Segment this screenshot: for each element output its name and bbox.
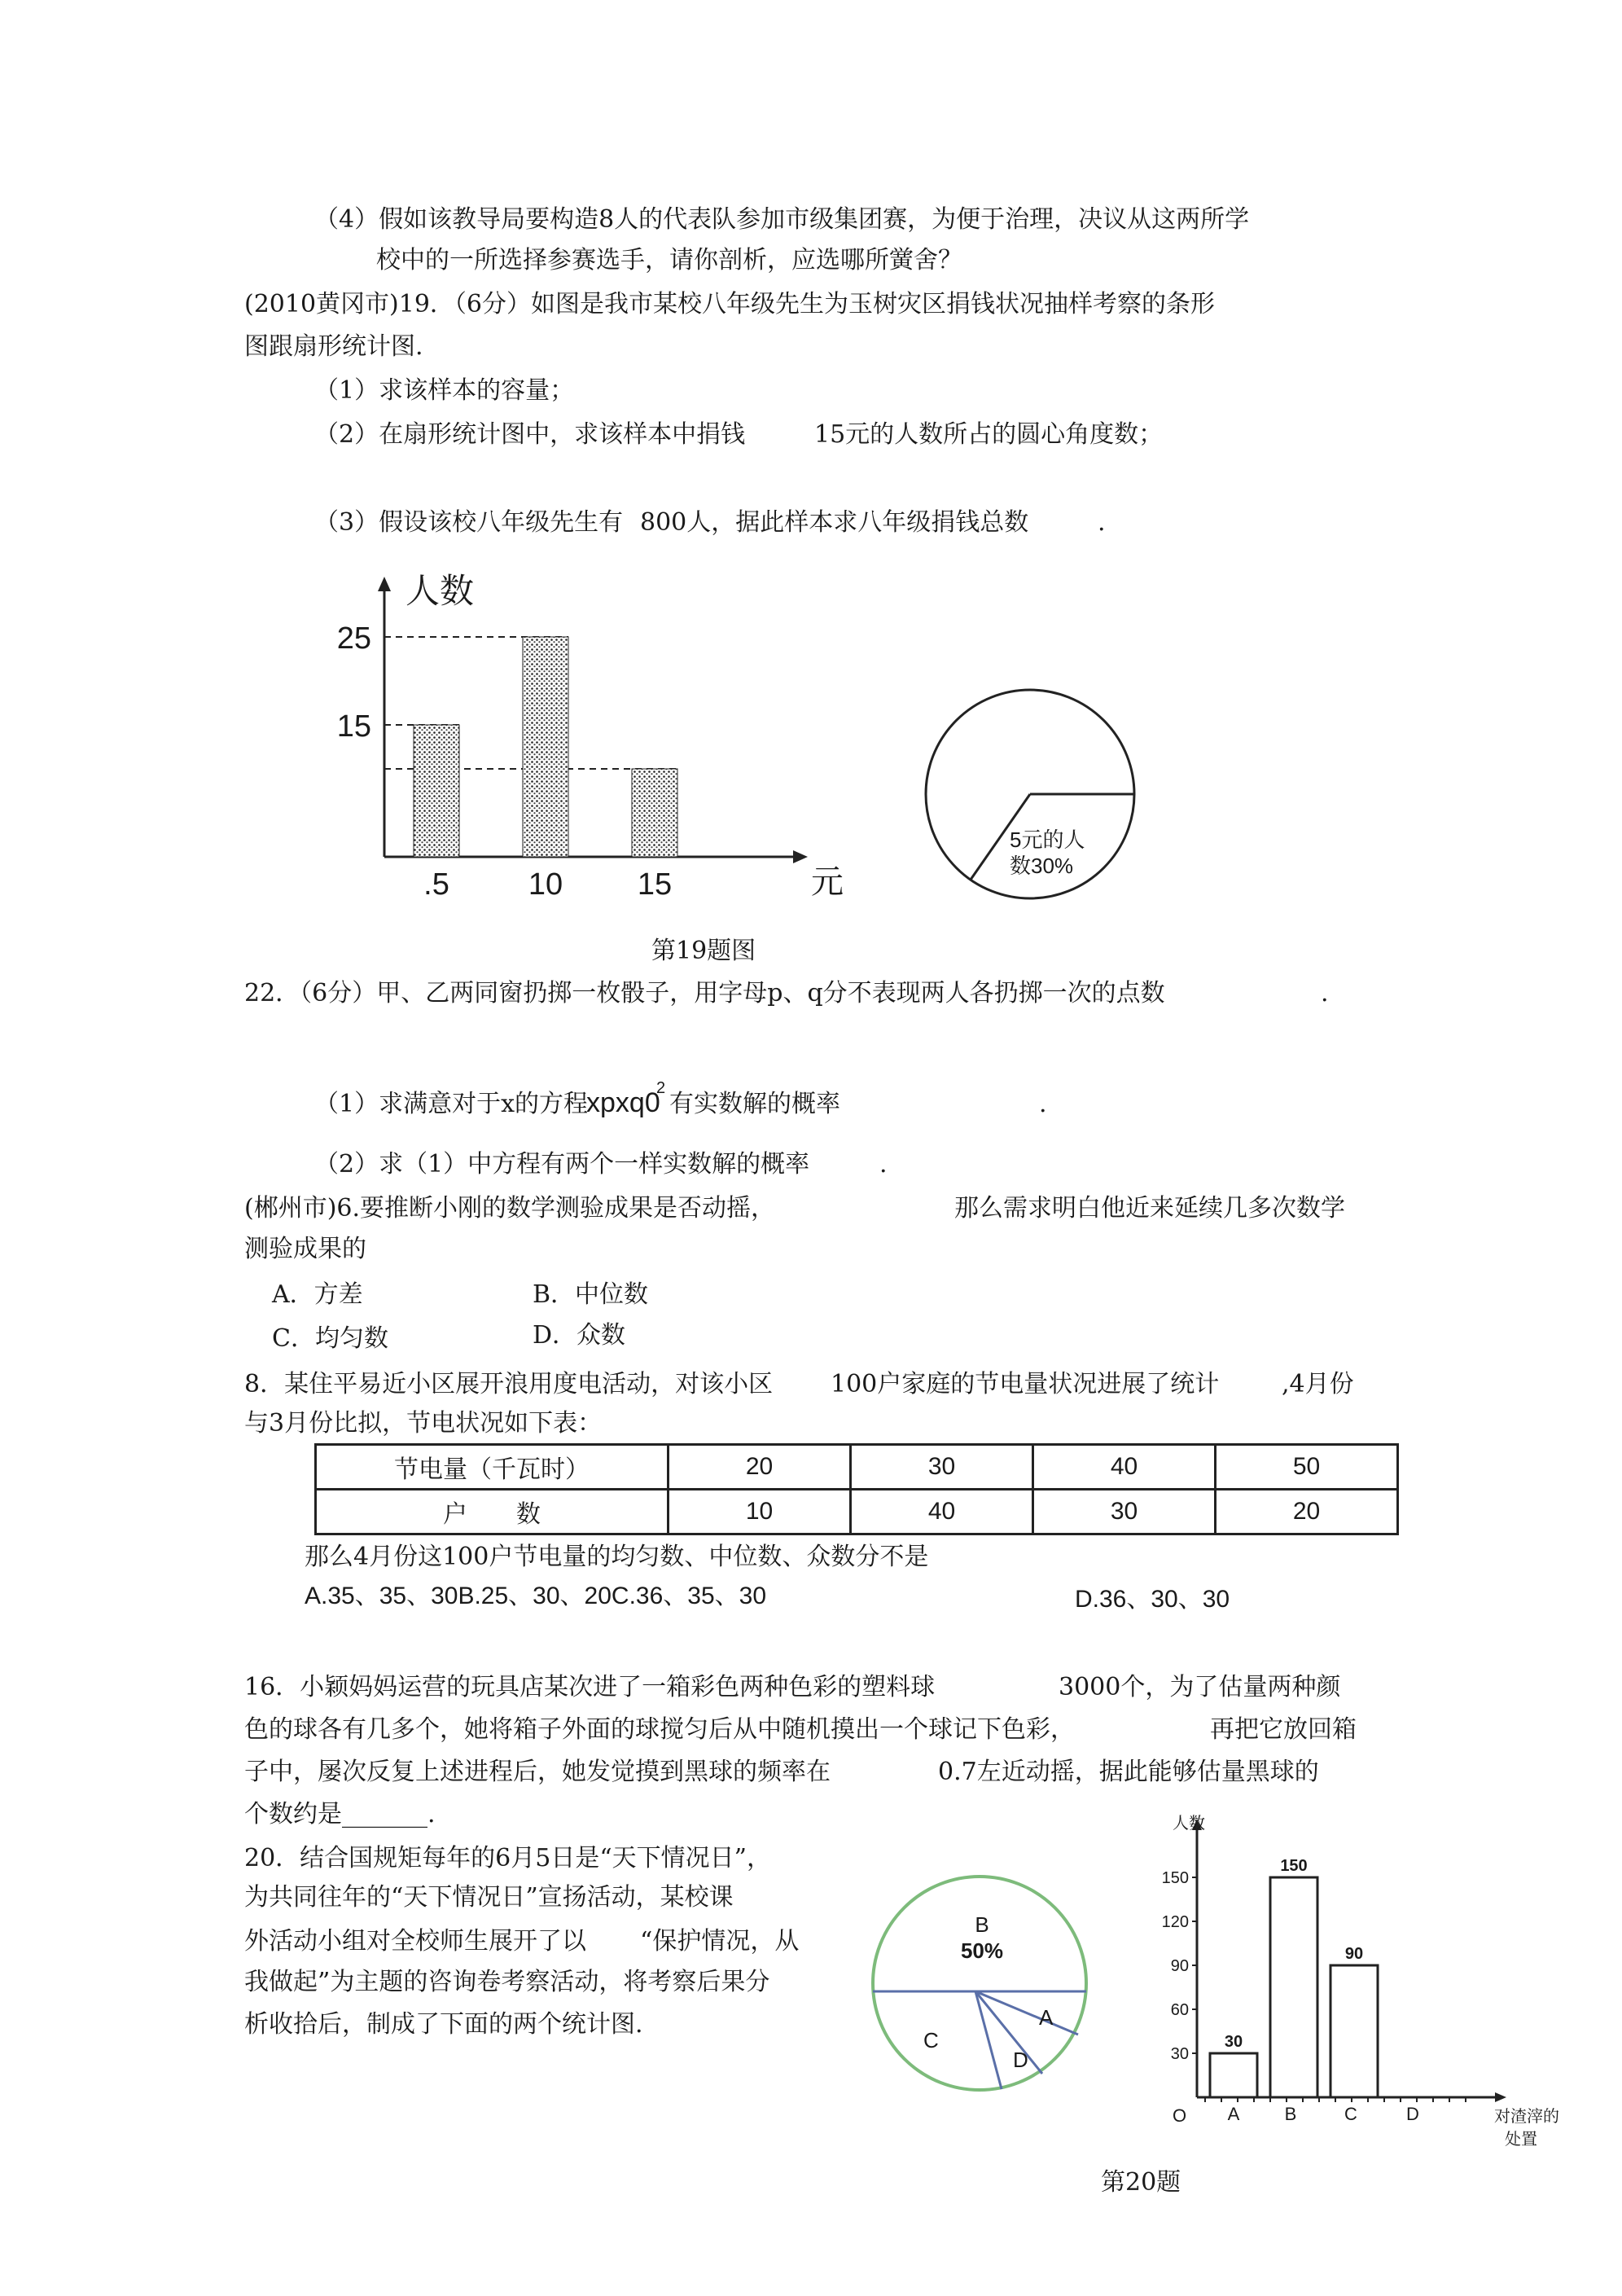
q6-line1a: (郴州市)6.要推断小刚的数学测验成果是否动摇， <box>244 1194 776 1223</box>
fig19-x-tick-label: 10 <box>528 867 563 902</box>
fig19-y-tick-label: 15 <box>336 709 371 744</box>
fig20-x-tick-label: A <box>1227 2104 1240 2124</box>
table-cell: 30 <box>1033 1490 1216 1534</box>
q8-line1c: ,4月份 <box>1282 1370 1354 1398</box>
q19-part1: （1）求该样本的容量； <box>314 376 575 405</box>
q4-line1: （4）假如该教导局要构造8人的代表队参加市级集团赛，为便于治理，决议从这两所学 <box>314 205 1250 234</box>
q16-line4: 个数约是_______. <box>244 1800 436 1828</box>
fig19-y-tick-label: 25 <box>336 621 371 656</box>
fig20-pie-label-d: D <box>1013 2048 1028 2072</box>
q22-part1b: 有实数解的概率 <box>669 1090 840 1118</box>
q6-line2: 测验成果的 <box>244 1235 366 1263</box>
q19-part3b: 800人，据此样本求八年级捐钱总数 <box>640 508 1029 537</box>
q20-line3a: 外活动小组对全校师生展开了以 <box>244 1927 586 1956</box>
fig20-y-tick-label: 90 <box>1170 1957 1189 1975</box>
fig19-pie-label-1: 5元的人 <box>1010 828 1085 852</box>
q8-option-d: D.36、30、30 <box>1075 1586 1230 1613</box>
q22-part2: （2）求（1）中方程有两个一样实数解的概率 <box>314 1150 810 1179</box>
fig20-x-tick-label: C <box>1344 2104 1357 2124</box>
table-cell: 20 <box>669 1445 851 1490</box>
fig19-x-tick-label: 15 <box>637 867 673 902</box>
q6-option-c: C．均匀数 <box>272 1324 388 1353</box>
q20-line5: 析收拾后，制成了下面的两个统计图. <box>244 2010 643 2039</box>
fig20-xlabel-2: 处置 <box>1505 2131 1537 2149</box>
q20-line4: 我做起”为主题的咨询卷考察活动，将考察后果分 <box>244 1968 770 1996</box>
q8-question: 那么4月份这100户节电量的均匀数、中位数、众数分不是 <box>305 1543 929 1571</box>
table-header-households: 户 数 <box>316 1490 669 1534</box>
q22-heading-dot: . <box>1321 979 1329 1008</box>
q6-option-d: D．众数 <box>533 1321 626 1350</box>
fig20-pie-label-b-percent: 50% <box>960 1938 1004 1963</box>
fig20-y-tick-label: 120 <box>1161 1913 1189 1931</box>
fig19-pie-chart <box>920 684 1140 904</box>
fig20-bar-data-label: 90 <box>1344 1945 1364 1963</box>
table-cell: 10 <box>669 1490 851 1534</box>
fig20-pie-edge-a <box>975 1991 1078 2035</box>
fig19-bar-chart <box>326 570 863 912</box>
electricity-table <box>314 1443 1399 1535</box>
table-row <box>316 1490 1398 1534</box>
q22-part1-superscript: 2 <box>656 1079 666 1097</box>
q16-line3a: 子中，屡次反复上述进程后，她发觉摸到黑球的频率在 <box>244 1758 831 1786</box>
fig20-bar-data-label: 30 <box>1224 2033 1243 2051</box>
fig19-bar <box>632 769 677 857</box>
q6-line1b: 那么需求明白他近来延续几多次数学 <box>954 1194 1345 1223</box>
fig20-pie-label-a: A <box>1039 2005 1054 2030</box>
fig20-bar-chart <box>1124 1812 1580 2149</box>
table-cell: 40 <box>1033 1445 1216 1490</box>
fig20-caption: 第20题 <box>1101 2168 1181 2197</box>
q8-line1b: 100户家庭的节电量状况进展了统计 <box>831 1370 1220 1398</box>
q4-line2: 校中的一所选择参赛选手，请你剖析，应选哪所黉舍？ <box>376 246 962 274</box>
q19-heading: (2010黄冈市)19．（6分）如图是我市某校八年级先生为玉树灾区捐钱状况抽样考察的条形 <box>244 290 1216 318</box>
q6-option-a: A．方差 <box>272 1280 363 1309</box>
fig20-bar <box>1270 1877 1317 2097</box>
fig20-xlabel-1: 对渣滓的 <box>1494 2108 1559 2126</box>
fig20-y-tick-label: 150 <box>1161 1869 1189 1887</box>
fig20-pie-chart <box>871 1873 1091 2093</box>
q6-option-b: B．中位数 <box>533 1280 649 1309</box>
fig20-y-tick-label: 60 <box>1170 2001 1189 2019</box>
fig19-x-tick-label: .5 <box>423 867 449 902</box>
fig20-y-tick-label: 30 <box>1170 2045 1189 2063</box>
table-cell: 50 <box>1216 1445 1398 1490</box>
q8-line2: 与3月份比拟，节电状况如下表： <box>244 1409 603 1438</box>
q16-line3b: 0.7左近动摇，据此能够估量黑球的 <box>938 1758 1319 1786</box>
q19-part3a: （3）假设该校八年级先生有 <box>314 508 624 537</box>
q19-heading-cont: 图跟扇形统计图. <box>244 332 423 361</box>
fig20-pie-label-b: B <box>975 1912 989 1937</box>
q19-part2b: 15元的人数所占的圆心角度数； <box>814 420 1164 449</box>
fig20-bar <box>1210 2053 1257 2097</box>
table-cell: 40 <box>851 1490 1033 1534</box>
q8-options-abc: A.35、35、30B.25、30、20C.36、35、30 <box>305 1583 767 1609</box>
q20-line3b: “保护情况，从 <box>640 1927 800 1956</box>
table-cell: 30 <box>851 1445 1033 1490</box>
q22-heading: 22．（6分）甲、乙两同窗扔掷一枚骰子，用字母p、q分不表现两人各扔掷一次的点数 <box>244 979 1165 1008</box>
q16-line2b: 再把它放回箱 <box>1210 1715 1357 1744</box>
q8-line1a: 8．某住平易近小区展开浪用度电活动，对该小区 <box>244 1370 774 1398</box>
fig20-ylabel: 人数 <box>1173 1815 1205 1833</box>
table-header-savings: 节电量（千瓦时） <box>316 1445 669 1490</box>
fig20-origin-label: O <box>1173 2105 1187 2126</box>
q16-line1a: 16．小颖妈妈运营的玩具店某次进了一箱彩色两种色彩的塑料球 <box>244 1673 936 1701</box>
q22-part1-dot: . <box>1039 1090 1047 1118</box>
q16-line2a: 色的球各有几多个，她将箱子外面的球搅匀后从中随机摸出一个球记下色彩， <box>244 1715 1075 1744</box>
q20-line2: 为共同往年的“天下情况日”宣扬活动，某校课 <box>244 1883 734 1912</box>
q19-part3c: . <box>1098 508 1106 537</box>
fig20-bar-data-label: 150 <box>1280 1857 1308 1875</box>
fig20-x-tick-label: B <box>1284 2104 1297 2124</box>
fig19-caption: 第19题图 <box>651 937 756 965</box>
fig19-xlabel: 元 <box>811 864 844 900</box>
q22-part1a: （1）求满意对于x的方程 <box>314 1090 589 1118</box>
q19-part2a: （2）在扇形统计图中，求该样本中捐钱 <box>314 420 746 449</box>
q20-line1: 20．结合国规矩每年的6月5日是“天下情况日”， <box>244 1844 772 1872</box>
fig19-pie-label-2: 数30% <box>1010 854 1074 878</box>
table-cell: 20 <box>1216 1490 1398 1534</box>
fig20-pie-label-c: C <box>923 2028 939 2052</box>
table-row <box>316 1445 1398 1490</box>
q22-part1-equation: xpxq0 <box>586 1087 660 1118</box>
fig20-bar <box>1330 1965 1378 2097</box>
fig19-bar <box>523 637 568 857</box>
fig19-bar <box>414 725 459 857</box>
fig20-x-tick-label: D <box>1406 2104 1419 2124</box>
fig19-ylabel: 人数 <box>406 572 475 610</box>
q22-part2-dot: . <box>879 1150 888 1179</box>
q16-line1b: 3000个，为了估量两种颜 <box>1059 1673 1341 1701</box>
